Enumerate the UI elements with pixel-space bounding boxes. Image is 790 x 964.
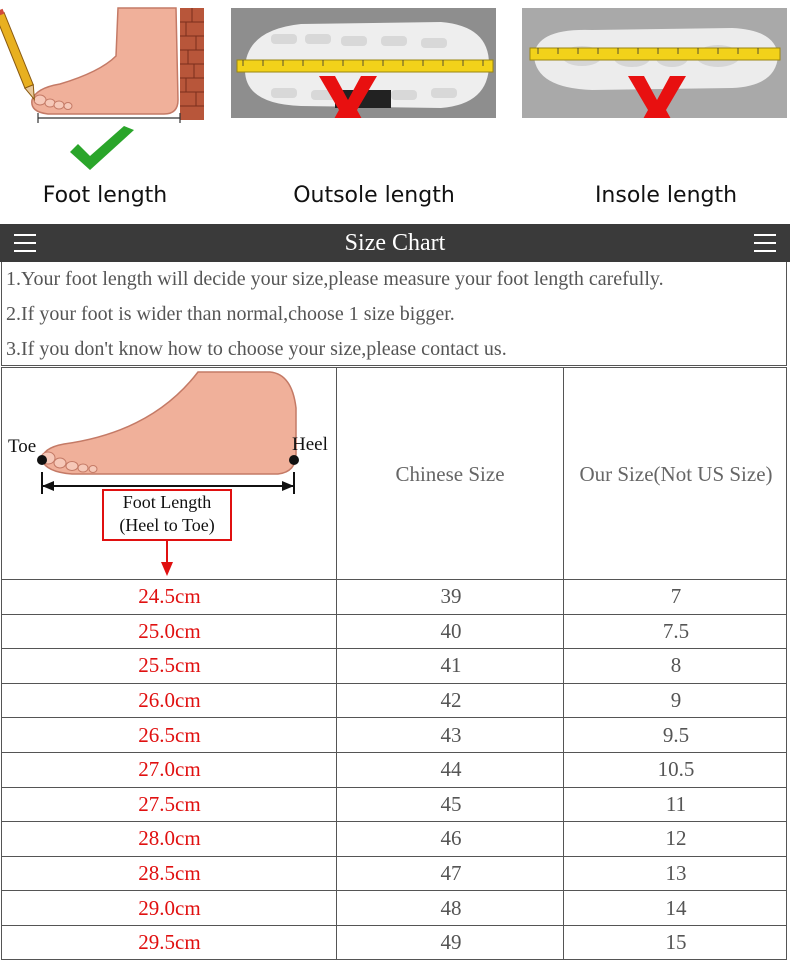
table-row — [1, 787, 787, 822]
foot-length-cell: 29.5cm — [138, 929, 201, 954]
column-header-chinese-size: Chinese Size — [395, 462, 505, 486]
checkmark-icon — [66, 126, 138, 170]
note-3: 3.If you don't know how to choose your size,please contact us. — [6, 338, 507, 360]
our-size-cell: 13 — [665, 861, 687, 886]
heel-label: Heel — [292, 434, 328, 455]
note-1: 1.Your foot length will decide your size,please measure your foot length carefully. — [6, 268, 664, 290]
foot-length-cell: 28.0cm — [138, 826, 201, 851]
table-row — [1, 579, 787, 614]
foot-length-cell: 28.5cm — [138, 861, 201, 886]
chinese-size-cell: 40 — [440, 618, 462, 643]
foot-length-box-line1: Foot Length — [122, 492, 212, 512]
our-size-cell: 9.5 — [662, 722, 690, 747]
cross-icon — [626, 74, 688, 118]
cross-icon — [317, 74, 379, 118]
table-row — [1, 890, 787, 925]
chinese-size-cell: 48 — [440, 895, 462, 920]
toe-label: Toe — [8, 436, 37, 457]
table-row — [1, 648, 787, 683]
chinese-size-cell: 45 — [440, 791, 462, 816]
our-size-cell: 11 — [665, 791, 687, 816]
our-size-cell: 15 — [665, 929, 687, 954]
foot-length-cell: 25.0cm — [138, 618, 201, 643]
size-notes — [1, 262, 787, 366]
table-row — [1, 683, 787, 718]
table-row — [1, 856, 787, 891]
insole-length-label: Insole length — [594, 183, 738, 208]
table-row — [1, 821, 787, 856]
chinese-size-cell: 39 — [440, 584, 462, 609]
size-table — [1, 367, 787, 960]
our-size-cell: 10.5 — [657, 757, 695, 782]
chinese-size-cell: 47 — [440, 861, 462, 886]
foot-measure-diagram — [2, 368, 336, 580]
chinese-size-cell: 42 — [440, 688, 462, 713]
chinese-size-cell: 43 — [440, 722, 462, 747]
our-size-cell: 8 — [670, 653, 682, 678]
chinese-size-cell: 49 — [440, 929, 462, 954]
table-row — [1, 752, 787, 787]
size-chart-title: Size Chart — [344, 230, 446, 256]
insole-length-photo — [522, 8, 787, 118]
foot-length-cell: 24.5cm — [138, 584, 201, 609]
menu-icon — [754, 234, 776, 252]
note-2: 2.If your foot is wider than normal,choose 1 size bigger. — [6, 303, 455, 325]
table-header-row — [1, 367, 787, 579]
chinese-size-cell: 46 — [440, 826, 462, 851]
foot-length-box-line2: (Heel to Toe) — [119, 515, 215, 535]
foot-length-cell: 27.0cm — [138, 757, 201, 782]
foot-length-cell: 29.0cm — [138, 895, 201, 920]
foot-length-cell: 27.5cm — [138, 791, 201, 816]
foot-length-cell: 26.5cm — [138, 722, 201, 747]
outsole-length-label: Outsole length — [293, 183, 455, 208]
foot-length-illustration — [0, 0, 210, 170]
table-row — [1, 717, 787, 752]
our-size-cell: 12 — [665, 826, 687, 851]
outsole-length-photo — [231, 8, 496, 118]
chinese-size-cell: 44 — [440, 757, 462, 782]
our-size-cell: 14 — [665, 895, 687, 920]
size-chart-header — [0, 224, 790, 262]
foot-length-cell: 26.0cm — [138, 688, 201, 713]
our-size-cell: 7 — [670, 584, 682, 609]
size-rows — [1, 579, 787, 960]
table-row — [1, 925, 787, 960]
chinese-size-cell: 41 — [440, 653, 462, 678]
our-size-cell: 7.5 — [662, 618, 690, 643]
foot-length-cell: 25.5cm — [138, 653, 201, 678]
our-size-cell: 9 — [670, 688, 682, 713]
table-row — [1, 614, 787, 649]
column-header-our-size: Our Size(Not US Size) — [579, 462, 773, 486]
foot-length-label: Foot length — [42, 183, 168, 208]
